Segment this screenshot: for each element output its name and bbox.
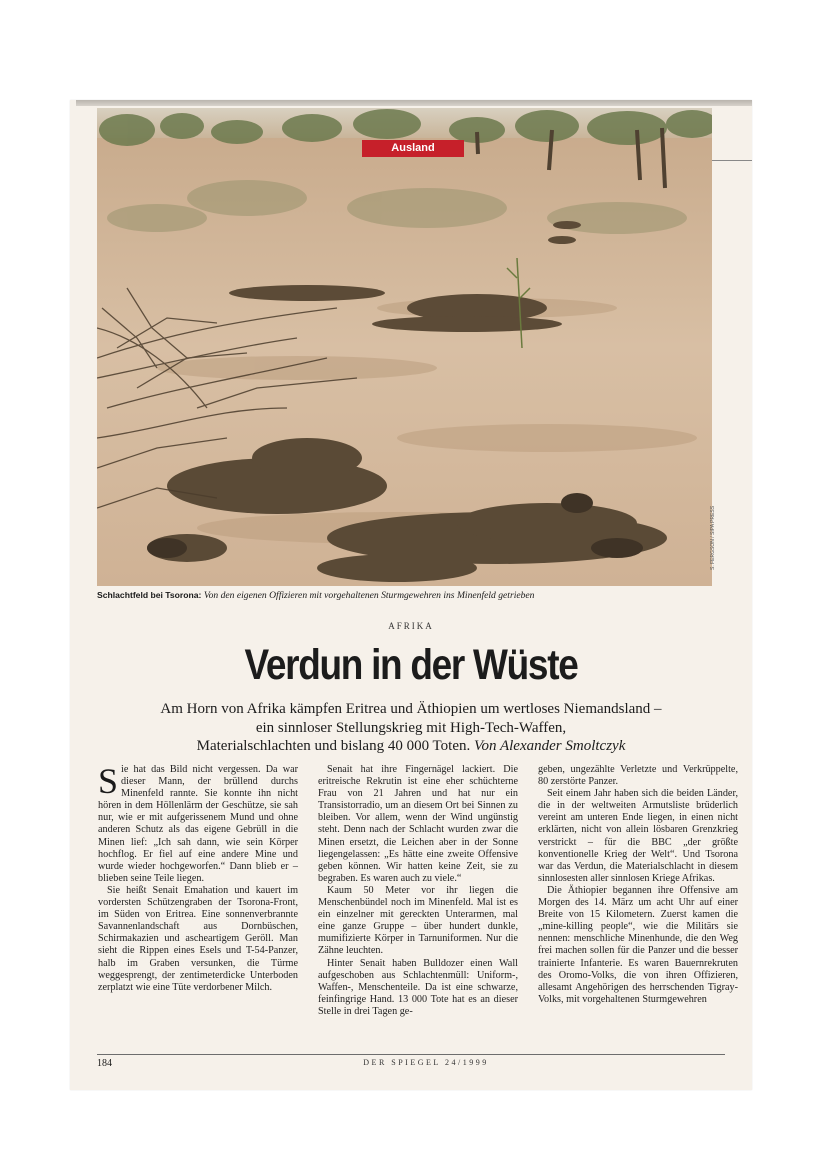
author-byline: Von Alexander Smoltczyk [474,738,626,754]
deck-line-3-text: Materialschlachten und bislang 40 000 Toten. [196,738,471,754]
drop-cap: S [98,761,119,801]
page-number: 184 [97,1058,112,1069]
article-column-1 [98,761,298,994]
article-headline: Verdun in der Wüste [244,641,578,689]
article-column-3 [538,764,738,1006]
paragraph: geben, ungezählte Verletzte und Verkrüppelte, 80 zerstörte Panzer. [538,764,738,788]
caption-label: Schlachtfeld bei Tsorona: [97,590,202,600]
top-rule [76,100,752,106]
deck-line-1: Am Horn von Afrika kämpfen Eritrea und Äthiopien um wertloses Niemandsland – [160,701,662,717]
section-label: Ausland [362,140,464,157]
paragraph: Senait hat ihre Fingernägel lackiert. Die eritreische Rekrutin ist eine eher schüchterne Frau von 21 Jahren und hat nur ein Transistorradio, um an diesem Ort bei Sinnen zu bleiben. Vor allem, wenn der Wind ungünstig steht. Denn nach der Schlacht wurden zwar die Minen ersetzt, die Leichen aber in der Sonne liegengelassen: „Es hätte eine zweite Offensive geben können. Wir hatten keine Zeit, sie zu begraben. Es waren auch zu viele.“ [318,764,518,884]
magazine-issue: DER SPIEGEL 24/1999 [363,1058,489,1067]
paragraph: Kaum 50 Meter vor ihr liegen die Menschenbündel noch im Minenfeld. Mal ist es ein einzelner mit gereckten Unterarmen, mal eine ganze Gruppe – über hundert dunkle, mumifizierte Körper in Tarnuniformen. Nur die Zähne leuchten. [318,884,518,957]
article-deck [70,700,752,756]
paragraph: Sie heißt Senait Emahation und kauert im vordersten Schützengraben der Tsorona-Front, im Süden von Eritrea. Eine sonnenverbrannte Savannenlandschaft aus Dornbüschen, Schirmakazien und ascheartigem Geröll. Man sieht die Rippen eines Esels und T-54-Panzer, halb im Graben versunken, die Türme weggesprengt, der zentimeterdicke Unterboden zerplatzt wie eine Tüte verdorbener Milch. [98,884,298,993]
magazine-page [70,100,752,1090]
side-rule [710,160,752,161]
photo-caption [97,589,717,602]
paragraph: Hinter Senait haben Bulldozer einen Wall aufgeschoben aus Schlachtenmüll: Uniform-, Waffen-, Menschenteile. Da ist eine schwarze, feinfingrige Hand. 13 000 Tote hat es an dieser Stelle in drei Tagen ge- [318,957,518,1017]
paragraph-text: ie hat das Bild nicht vergessen. Da war dieser Mann, der brüllend durchs Minenfeld rannte. Sie konnte ihn nicht hören in dem Höllenlärm der Geschütze, sie sah nur, wie er mit aufgerissenem Mund und ohne anderen Schutz als das eigene Gebrüll in die Minen lief: „Ich sah dann, wie sein Körper hochflog. Er fiel auf eine andere Mine und wurde wieder hochgeworfen.“ Dann blieb er – blieben seine Teile liegen. [98,764,298,884]
photo-credit: S. FERGSON / SIPA PRESS [710,505,716,570]
footer-rule [97,1054,725,1055]
deck-line-2: ein sinnloser Stellungskrieg mit High-Tech-Waffen, [255,719,567,736]
paragraph [98,761,298,885]
article-column-2 [318,764,518,1018]
paragraph: Seit einem Jahr haben sich die beiden Länder, die in der weltweiten Armutsliste brüderlich vereint am unteren Ende liegen, in einen nicht erklärten, nicht von allein lösbaren Grenzkrieg verstrickt – für die BBC „der größte konventionelle Krieg der Welt“. Und Tsorona war das Verdun, die Materialschlacht in diesem sinnlosesten aller sinnlosen Kriege Afrikas. [538,788,738,884]
caption-text: Von den eigenen Offizieren mit vorgehaltenen Sturmgewehren ins Minenfeld getrieben [203,590,535,601]
paragraph: Die Äthiopier begannen ihre Offensive am Morgen des 14. März um acht Uhr auf einer Breite von 15 Kilometern. Zuerst kamen die „mine-killing people“, wie die Militärs sie nennen: menschliche Minenhunde, die den Weg frei machen sollen für die Panzer und die besser trainierte Infanterie. Es waren Bauernrekruten des Oromo-Volks, die von ihren Offizieren, allesamt Angehörigen des herrschenden Tigray-Volks, mit vorgehaltenen Sturmgewehren [538,884,738,1005]
battlefield-photo [97,108,712,586]
deck-line-3 [70,737,752,756]
article-kicker: AFRIKA [388,621,434,631]
